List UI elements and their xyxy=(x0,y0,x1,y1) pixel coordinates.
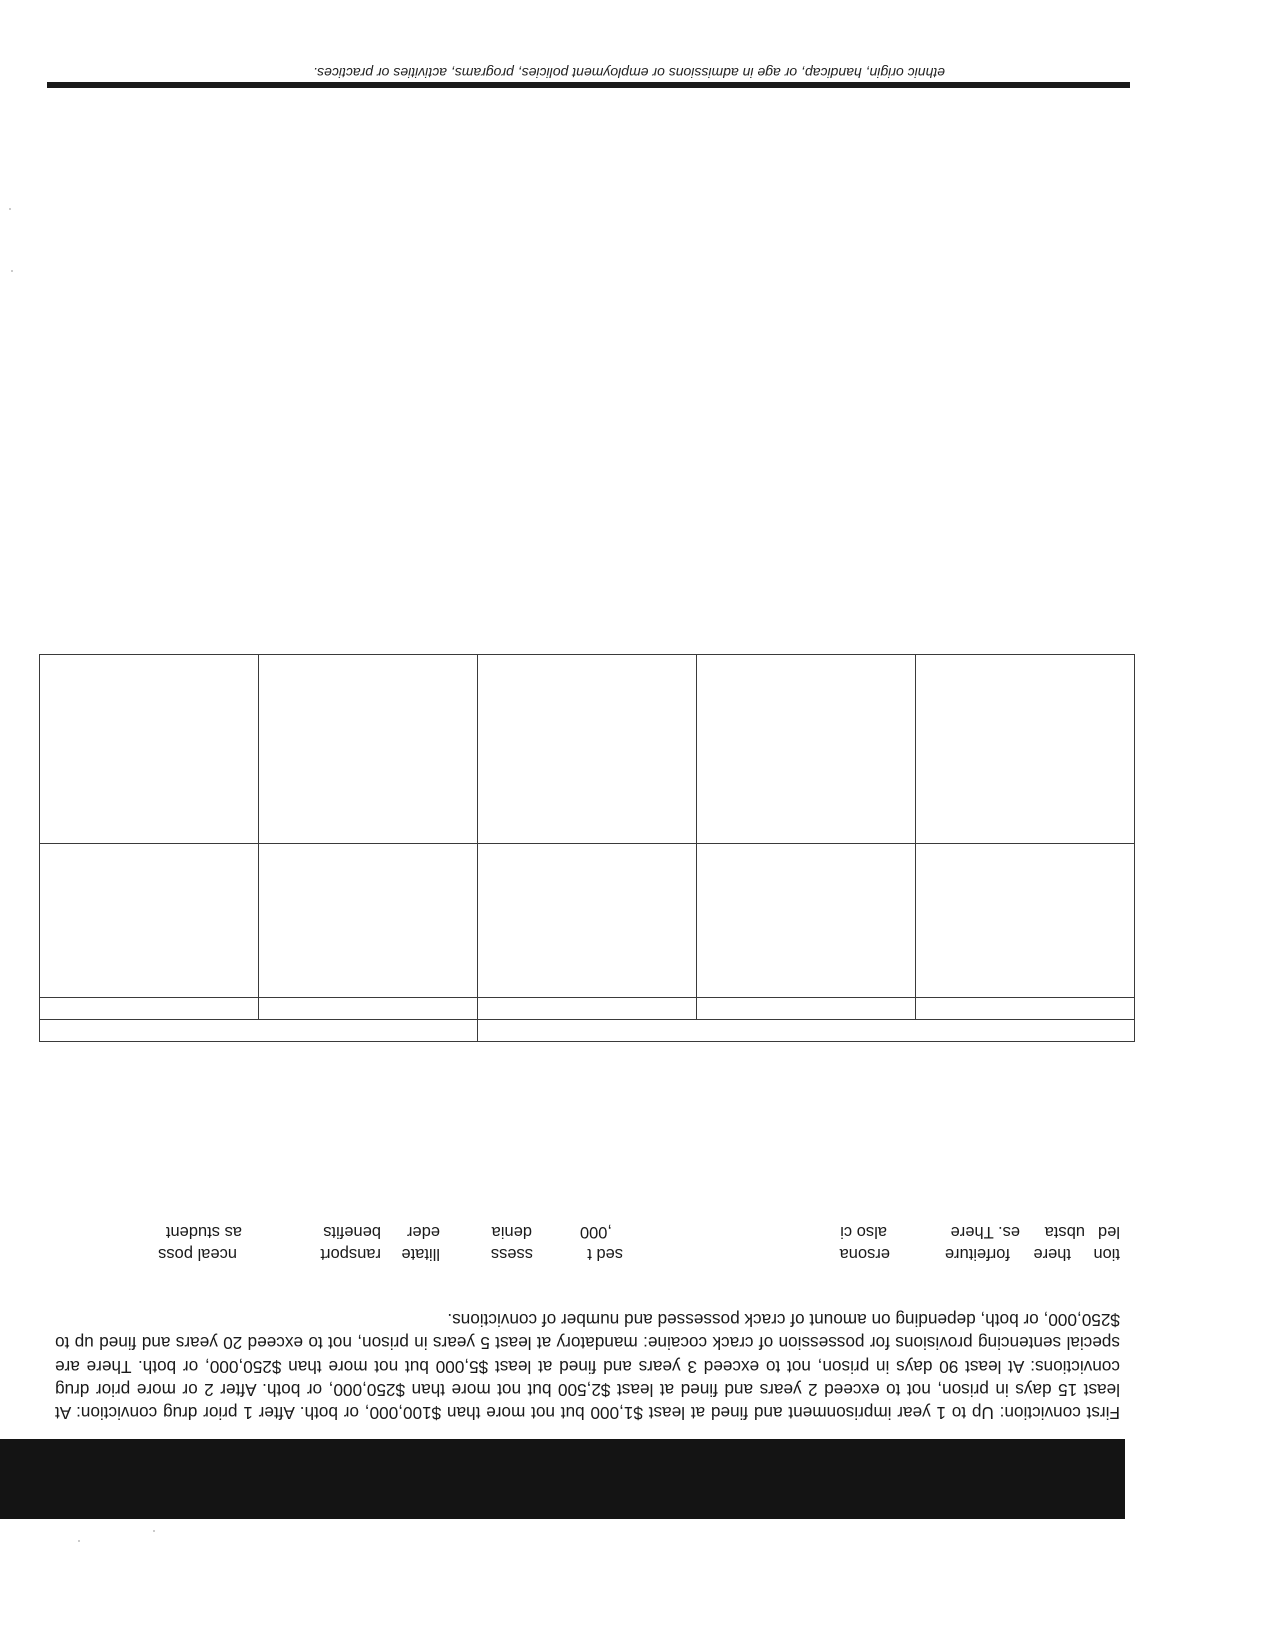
fragment-row-2 xyxy=(0,1222,1275,1242)
fragment: led xyxy=(1097,1223,1120,1241)
empty-table xyxy=(39,654,1135,1042)
table-cell xyxy=(259,997,478,1019)
fragment: llitate xyxy=(401,1245,440,1263)
fragment: also ci xyxy=(840,1223,887,1241)
scan-speck xyxy=(78,1540,80,1542)
table-cell xyxy=(697,655,916,844)
footer-statement: ethnic origin, handicap, or age in admissions or employment policies, programs, activities or practices. xyxy=(313,65,945,81)
header-banner xyxy=(0,1439,1125,1519)
fragment: ubsta xyxy=(1044,1223,1085,1241)
fragment: denia xyxy=(491,1223,532,1241)
fragment: benefits xyxy=(323,1223,381,1241)
fragment: ransport xyxy=(320,1245,381,1263)
table-cell xyxy=(478,997,697,1019)
fragment: ssess xyxy=(490,1245,533,1263)
fragment: nceal poss xyxy=(158,1245,237,1263)
scan-speck xyxy=(153,1530,155,1532)
table-cell xyxy=(259,844,478,997)
fragment: ersona xyxy=(839,1245,890,1263)
fragment: forfeiture xyxy=(944,1245,1010,1263)
table-cell xyxy=(916,997,1135,1019)
footer-divider xyxy=(47,82,1130,88)
table-cell xyxy=(916,844,1135,997)
fragment: as student xyxy=(165,1223,242,1241)
fragment: there xyxy=(1033,1245,1071,1263)
table-row xyxy=(40,997,1135,1019)
table-cell xyxy=(40,997,259,1019)
table-row xyxy=(40,844,1135,997)
scan-speck xyxy=(9,208,11,210)
scan-speck xyxy=(11,270,13,272)
table-row xyxy=(40,655,1135,844)
table-cell xyxy=(478,1019,1135,1041)
table-cell xyxy=(40,844,259,997)
fragment-row-1 xyxy=(0,1244,1275,1264)
table-cell xyxy=(40,655,259,844)
fragment: sed t xyxy=(587,1245,623,1263)
penalty-paragraph: First conviction: Up to 1 year imprisonment and fined at least $1,000 but not more than $100,000, or both. After 1 prior drug conviction: At least 15 days in prison, not to exceed 2 years and fined at least $2,500 but not more than $250,000, or both. After 2 or more prior drug convictions: At least 90 days in prison, not to exceed 3 years and fined at least $5,000 but not more than $250,000, or both. There are special sentencing provisions for possession of crack cocaine: mandatory at least 5 years in prison, not to exceed 20 years and fined up to $250,000, or both, depending on amount of crack possessed and number of convictions. xyxy=(55,1310,1120,1423)
table-cell xyxy=(916,655,1135,844)
fragment: ,000 xyxy=(579,1223,612,1241)
table-cell xyxy=(697,844,916,997)
fragment: eder xyxy=(406,1223,440,1241)
table-cell xyxy=(259,655,478,844)
table-cell xyxy=(478,844,697,997)
table-row xyxy=(40,1019,1135,1041)
fragment: es. There xyxy=(950,1223,1020,1241)
table-cell xyxy=(697,997,916,1019)
table-cell xyxy=(478,655,697,844)
table-cell xyxy=(40,1019,478,1041)
fragment: tion xyxy=(1093,1245,1120,1263)
